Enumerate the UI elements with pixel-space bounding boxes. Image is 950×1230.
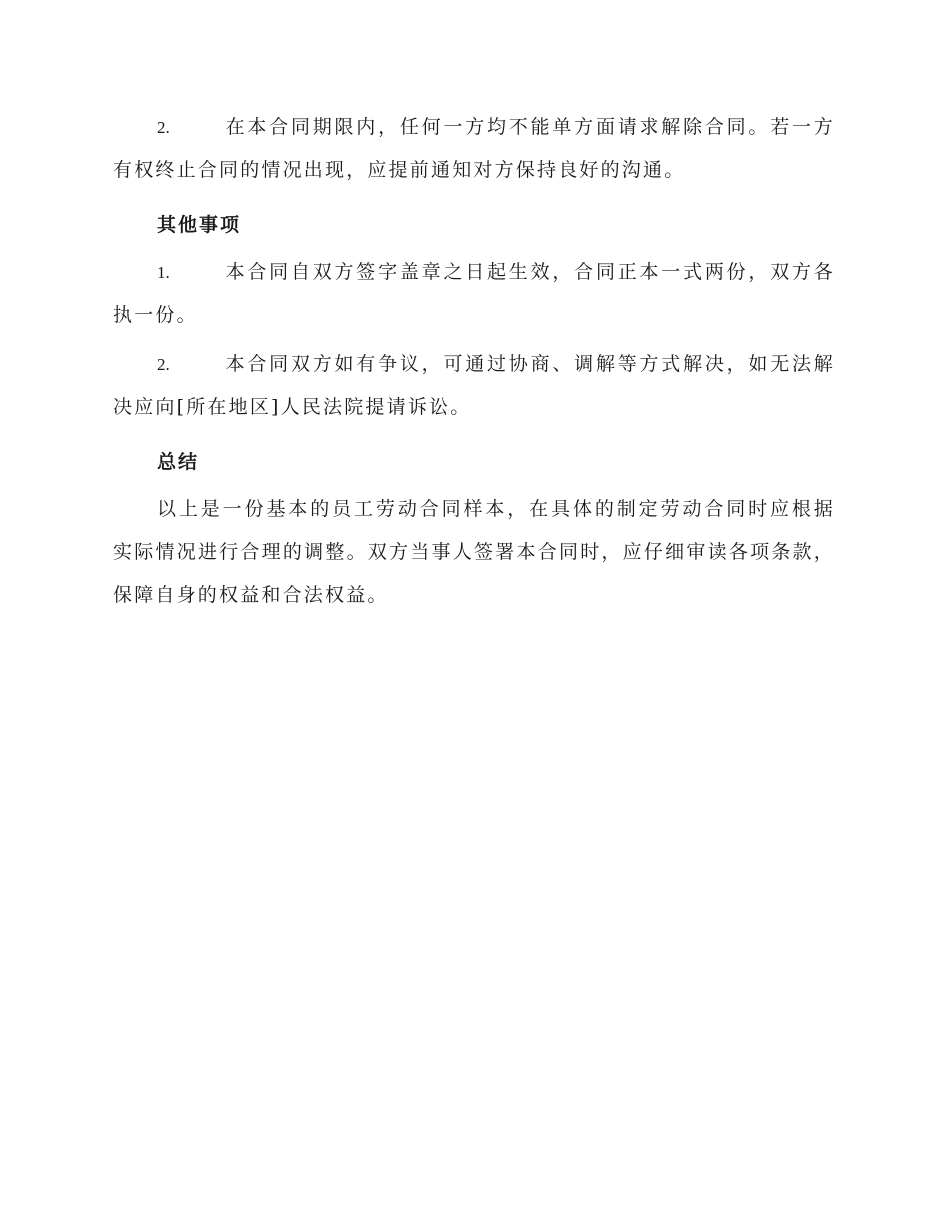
- item-text: 本合同自双方签字盖章之日起生效，合同正本一式两份，双方各执一份。: [113, 261, 835, 326]
- item-text: 在本合同期限内，任何一方均不能单方面请求解除合同。若一方有权终止合同的情况出现，应提前通知对方保持良好的沟通。: [113, 116, 835, 181]
- item-number: 1.: [157, 263, 170, 282]
- summary-paragraph: 以上是一份基本的员工劳动合同样本，在具体的制定劳动合同时应根据实际情况进行合理的调整。双方当事人签署本合同时，应仔细审读各项条款，保障自身的权益和合法权益。: [113, 498, 835, 606]
- item-number: 2.: [157, 118, 170, 137]
- item-number: 2.: [157, 355, 170, 374]
- item-text: 本合同双方如有争议，可通过协商、调解等方式解决，如无法解决应向[所在地区]人民法院提请诉讼。: [113, 353, 835, 418]
- other-matters-item-1: [113, 251, 835, 337]
- document-body: [113, 106, 835, 617]
- section-heading-other-matters: 其他事项: [157, 214, 242, 236]
- section-heading-summary: 总结: [157, 451, 200, 473]
- other-matters-item-2: [113, 343, 835, 429]
- termination-item-2: [113, 106, 835, 192]
